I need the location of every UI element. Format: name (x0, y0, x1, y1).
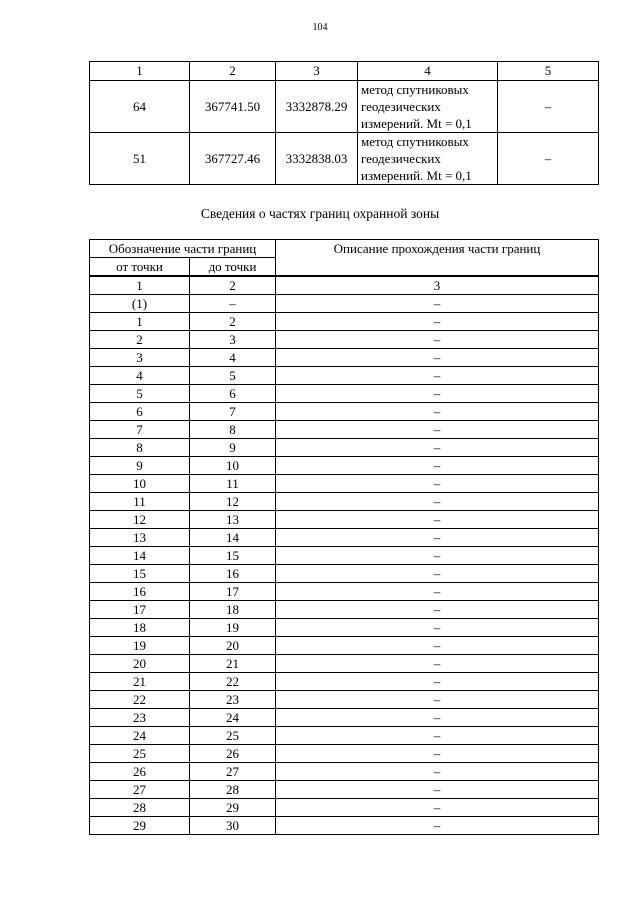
to-point-cell: 24 (190, 709, 276, 727)
col-header-4: 4 (358, 62, 498, 81)
table-row (90, 637, 599, 655)
col-number-3: 3 (276, 276, 599, 295)
parts-header-row (90, 240, 599, 258)
description-cell: – (276, 583, 599, 601)
coord-y: 3332878.29 (276, 81, 358, 133)
description-cell: – (276, 313, 599, 331)
from-point-cell: 6 (90, 403, 190, 421)
table-row (90, 565, 599, 583)
from-point-cell: 13 (90, 529, 190, 547)
table-row (90, 727, 599, 745)
point-number: 51 (90, 133, 190, 185)
from-point-cell: 18 (90, 619, 190, 637)
col-header-1: 1 (90, 62, 190, 81)
description-cell: – (276, 565, 599, 583)
method-cell (358, 81, 498, 133)
from-point-cell: 27 (90, 781, 190, 799)
to-point-cell: 26 (190, 745, 276, 763)
note-cell: – (498, 133, 599, 185)
section-title: Сведения о частях границ охранной зоны (200, 206, 440, 221)
to-point-cell: 29 (190, 799, 276, 817)
from-point-cell: (1) (90, 295, 190, 313)
page-number: 104 (312, 22, 328, 33)
to-point-cell: 27 (190, 763, 276, 781)
to-point-cell: 13 (190, 511, 276, 529)
to-point-cell: 23 (190, 691, 276, 709)
description-cell: – (276, 547, 599, 565)
to-point-cell: 6 (190, 385, 276, 403)
header-to-point: до точки (190, 258, 276, 277)
col-number-1: 1 (90, 276, 190, 295)
note-cell: – (498, 81, 599, 133)
col-header-2: 2 (190, 62, 276, 81)
from-point-cell: 10 (90, 475, 190, 493)
description-cell: – (276, 637, 599, 655)
to-point-cell: – (190, 295, 276, 313)
from-point-cell: 25 (90, 745, 190, 763)
from-point-cell: 28 (90, 799, 190, 817)
from-point-cell: 19 (90, 637, 190, 655)
description-cell: – (276, 709, 599, 727)
to-point-cell: 4 (190, 349, 276, 367)
description-cell: – (276, 619, 599, 637)
description-cell: – (276, 421, 599, 439)
table-row (90, 313, 599, 331)
from-point-cell: 2 (90, 331, 190, 349)
from-point-cell: 16 (90, 583, 190, 601)
to-point-cell: 5 (190, 367, 276, 385)
from-point-cell: 21 (90, 673, 190, 691)
table-row (90, 547, 599, 565)
to-point-cell: 20 (190, 637, 276, 655)
table-row (90, 763, 599, 781)
from-point-cell: 8 (90, 439, 190, 457)
table-row (90, 295, 599, 313)
from-point-cell: 20 (90, 655, 190, 673)
from-point-cell: 14 (90, 547, 190, 565)
description-cell: – (276, 331, 599, 349)
table-row (90, 529, 599, 547)
table-row (90, 475, 599, 493)
description-cell: – (276, 403, 599, 421)
to-point-cell: 12 (190, 493, 276, 511)
col-number-2: 2 (190, 276, 276, 295)
description-cell: – (276, 439, 599, 457)
col-header-5: 5 (498, 62, 599, 81)
method-line: геодезических (361, 99, 441, 114)
from-point-cell: 29 (90, 817, 190, 835)
coordinates-row (90, 81, 599, 133)
description-cell: – (276, 727, 599, 745)
table-row (90, 493, 599, 511)
to-point-cell: 19 (190, 619, 276, 637)
from-point-cell: 22 (90, 691, 190, 709)
to-point-cell: 3 (190, 331, 276, 349)
table-row (90, 709, 599, 727)
to-point-cell: 25 (190, 727, 276, 745)
method-line: измерений. Mt = 0,1 (361, 116, 472, 131)
table-row (90, 403, 599, 421)
parts-table-body (90, 295, 599, 835)
from-point-cell: 5 (90, 385, 190, 403)
to-point-cell: 16 (190, 565, 276, 583)
from-point-cell: 17 (90, 601, 190, 619)
table-row (90, 781, 599, 799)
from-point-cell: 9 (90, 457, 190, 475)
table-row (90, 817, 599, 835)
description-cell: – (276, 493, 599, 511)
to-point-cell: 14 (190, 529, 276, 547)
table-row (90, 619, 599, 637)
description-cell: – (276, 673, 599, 691)
coordinates-table (89, 61, 599, 185)
header-description: Описание прохождения части границ (276, 240, 599, 277)
table-row (90, 673, 599, 691)
from-point-cell: 15 (90, 565, 190, 583)
description-cell: – (276, 799, 599, 817)
to-point-cell: 18 (190, 601, 276, 619)
method-cell (358, 133, 498, 185)
table-row (90, 691, 599, 709)
method-line: метод спутниковых (361, 82, 469, 97)
from-point-cell: 4 (90, 367, 190, 385)
table-row (90, 349, 599, 367)
coordinates-header-row (90, 62, 599, 81)
to-point-cell: 28 (190, 781, 276, 799)
table-row (90, 457, 599, 475)
method-line: геодезических (361, 151, 441, 166)
description-cell: – (276, 781, 599, 799)
table-row (90, 601, 599, 619)
from-point-cell: 3 (90, 349, 190, 367)
table-row (90, 439, 599, 457)
table-row (90, 331, 599, 349)
description-cell: – (276, 529, 599, 547)
coord-y: 3332838.03 (276, 133, 358, 185)
table-row (90, 583, 599, 601)
coord-x: 367727.46 (190, 133, 276, 185)
description-cell: – (276, 763, 599, 781)
to-point-cell: 17 (190, 583, 276, 601)
description-cell: – (276, 385, 599, 403)
from-point-cell: 12 (90, 511, 190, 529)
from-point-cell: 11 (90, 493, 190, 511)
method-line: измерений. Mt = 0,1 (361, 168, 472, 183)
description-cell: – (276, 691, 599, 709)
table-row (90, 745, 599, 763)
description-cell: – (276, 367, 599, 385)
description-cell: – (276, 511, 599, 529)
header-from-point: от точки (90, 258, 190, 277)
description-cell: – (276, 655, 599, 673)
table-row (90, 421, 599, 439)
from-point-cell: 1 (90, 313, 190, 331)
col-header-3: 3 (276, 62, 358, 81)
method-line: метод спутниковых (361, 134, 469, 149)
to-point-cell: 30 (190, 817, 276, 835)
to-point-cell: 22 (190, 673, 276, 691)
coordinates-row (90, 133, 599, 185)
description-cell: – (276, 295, 599, 313)
from-point-cell: 7 (90, 421, 190, 439)
from-point-cell: 26 (90, 763, 190, 781)
to-point-cell: 21 (190, 655, 276, 673)
to-point-cell: 11 (190, 475, 276, 493)
header-boundary-part: Обозначение части границ (90, 240, 276, 258)
description-cell: – (276, 601, 599, 619)
to-point-cell: 8 (190, 421, 276, 439)
to-point-cell: 10 (190, 457, 276, 475)
table-row (90, 655, 599, 673)
to-point-cell: 2 (190, 313, 276, 331)
point-number: 64 (90, 81, 190, 133)
to-point-cell: 7 (190, 403, 276, 421)
table-row (90, 367, 599, 385)
coord-x: 367741.50 (190, 81, 276, 133)
table-row (90, 385, 599, 403)
description-cell: – (276, 475, 599, 493)
table-row (90, 511, 599, 529)
description-cell: – (276, 349, 599, 367)
boundary-parts-table (89, 239, 599, 835)
description-cell: – (276, 817, 599, 835)
to-point-cell: 15 (190, 547, 276, 565)
description-cell: – (276, 745, 599, 763)
column-number-row (90, 276, 599, 295)
description-cell: – (276, 457, 599, 475)
to-point-cell: 9 (190, 439, 276, 457)
from-point-cell: 24 (90, 727, 190, 745)
table-row (90, 799, 599, 817)
from-point-cell: 23 (90, 709, 190, 727)
